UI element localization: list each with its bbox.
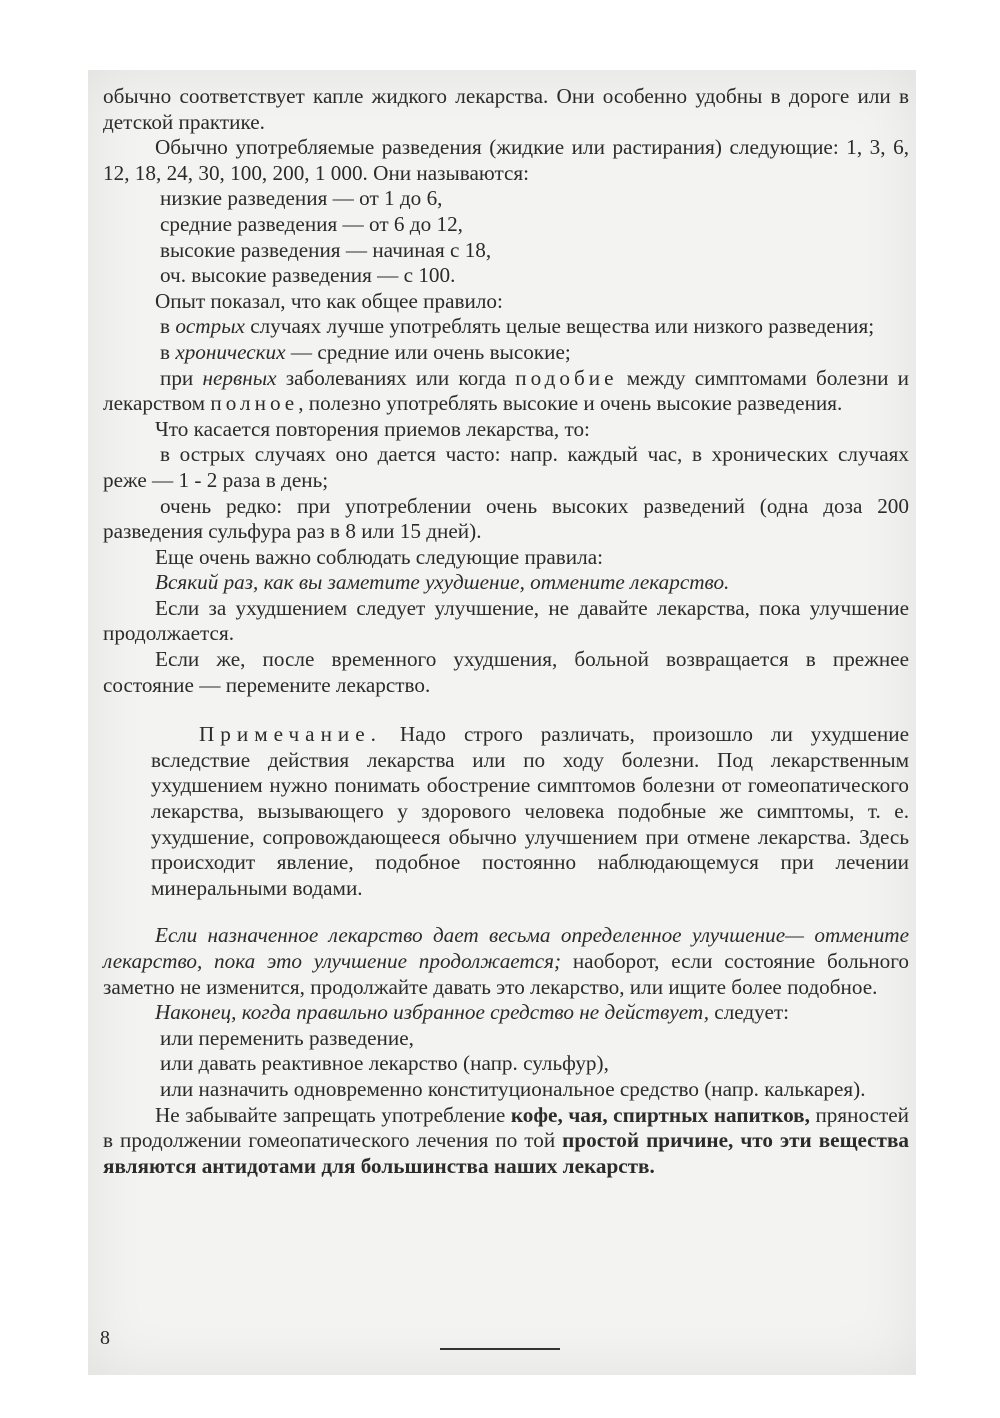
paragraph [151, 722, 909, 901]
text-run: наоборот, если состояние больного заметно не изменится, продолжайте давать это лекарство, или ищите более подобное. [103, 949, 909, 999]
list-item: средние разведения — от 6 до 12, [160, 211, 463, 236]
footer-rule [440, 1348, 560, 1350]
paragraph: Обычно употребляемые разведения (жидкие или растирания) следующие: 1, 3, 6, 12, 18, 24, 30, 100, 200, 1 000. Они называются: [103, 135, 909, 185]
text-run: пряностей в продолжении гомеопатического лечения по той [103, 1102, 910, 1153]
bold-run: кофе, чая, спиртных напитков, [510, 1102, 810, 1127]
list-item: или назначить одновременно конституциональное средство (напр. калькарея). [160, 1076, 866, 1101]
paragraph: Если же, после временного ухудшения, больной возвращается в прежнее состояние — перемените лекарство. [103, 647, 909, 697]
list-item: или давать реактивное лекарство (напр. сульфур), [160, 1051, 609, 1076]
paragraph [103, 570, 909, 596]
text-run: Надо строго различать, произошло ли ухудшение вследствие действия лекарства или по ходу болезни. Под лекарственным ухудшением нужно понимать обострение симптомов болезни от гомеопатического лекарства, вызывающего у здорового человека подобные же симптомы, т. е. ухудшение, сопровождающееся обычно улучшением при отмене лекарства. Здесь происходит явление, подобное постоянно наблюдающемуся при лечении минеральными водами. [151, 722, 909, 900]
paragraph [103, 340, 909, 366]
note-block [103, 722, 909, 901]
list-item: или переменить разведение, [160, 1025, 414, 1050]
emphasis: Если назначенное лекарство дает весьма определенное улучшение— отмените лекарство, пока это улучшение продолжается; [103, 923, 909, 973]
text-run: следует: [709, 1000, 790, 1025]
emphasis: Всякий раз, как вы заметите ухудшение, отмените лекарство. [155, 570, 730, 595]
paragraph [103, 923, 909, 1000]
body-text [103, 84, 909, 1179]
text-run: между симптомами болезни и лекарством [103, 365, 909, 416]
paragraph: Если за ухудшением следует улучшение, не давайте лекарства, пока улучшение продолжается. [103, 595, 909, 646]
paragraph [103, 366, 909, 417]
paragraph [103, 1103, 909, 1180]
emphasis: хронических [175, 339, 286, 364]
emphasis: нервных [202, 365, 277, 390]
text-run: при [160, 365, 203, 390]
paragraph: в острых случаях оно дается часто: напр. каждый час, в хронических случаях реже — 1 - 2 раза в день; [103, 442, 909, 492]
paragraph: Что касается повторения приемов лекарства, то: [155, 416, 590, 441]
text-run: Не забывайте запрещать употребление [155, 1102, 511, 1127]
emphasis: острых [175, 314, 245, 339]
text-run: заболеваниях или когда [276, 365, 516, 390]
paragraph: очень редко: при употреблении очень высоких разведений (одна доза 200 разведения сульфура раз в 8 или 15 дней). [103, 493, 909, 544]
spaced-word: полное [210, 391, 299, 416]
paragraph: Опыт показал, что как общее правило: [155, 288, 503, 313]
text-run: в [160, 339, 176, 364]
bold-run: простой причине, что эти вещества являются антидотами для большинства наших лекарств. [103, 1128, 909, 1178]
text-run: случаях лучше употреблять целые вещества или низкого разведения; [244, 314, 875, 339]
paragraph: Еще очень важно соблюдать следующие правила: [155, 544, 603, 569]
paragraph [103, 314, 909, 340]
text-run: — средние или очень высокие; [285, 339, 571, 364]
note-label: Примечание. [199, 722, 382, 747]
list-item: низкие разведения — от 1 до 6, [160, 186, 443, 211]
paragraph: обычно соответствует капле жидкого лекарства. Они особенно удобны в дороге или в детской практике. [103, 84, 909, 134]
emphasis: Наконец, когда правильно избранное средство не действует, [155, 1000, 709, 1025]
spaced-word: подобие [515, 365, 618, 390]
paragraph [103, 1000, 909, 1026]
text-run: , полезно употреблять высокие и очень высокие разведения. [298, 391, 843, 416]
list-item: оч. высокие разведения — с 100. [160, 263, 456, 288]
list-item: высокие разведения — начиная с 18, [160, 237, 492, 262]
text-run: в [160, 314, 176, 339]
page-number: 8 [100, 1327, 110, 1349]
